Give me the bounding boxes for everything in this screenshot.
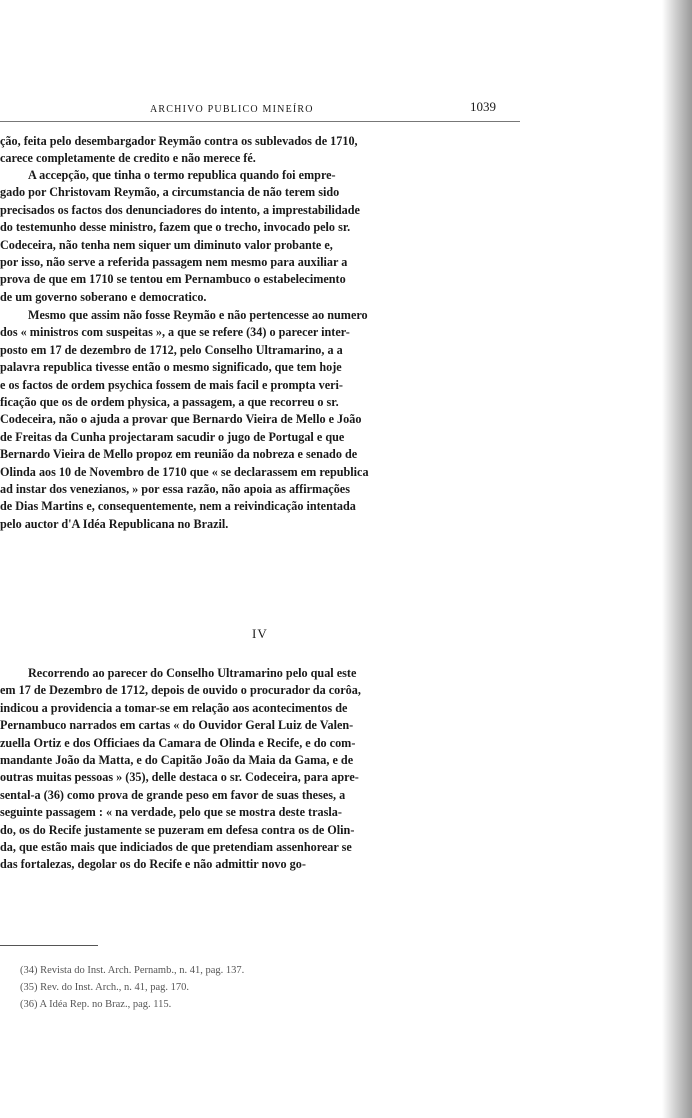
text-line: em 17 de Dezembro de 1712, depois de ouvido o procurador da corôa, xyxy=(0,683,361,698)
text-line: dos « ministros com suspeitas », a que se refere (34) o parecer inter- xyxy=(0,325,350,340)
paragraph-4 xyxy=(0,665,520,874)
text-line: da, que estão mais que indiciados de que pretendiam assenhorear se xyxy=(0,839,352,854)
text-line: Codeceira, não tenha nem siquer um diminuto valor probante e, xyxy=(0,237,333,252)
text-line: Pernambuco narrados em cartas « do Ouvidor Geral Luiz de Valen- xyxy=(0,718,354,733)
page-number: 1039 xyxy=(470,99,496,114)
text-line: do, os do Recife justamente se puzeram em defesa contra os de Olin- xyxy=(0,822,355,837)
text-line: prova de que em 1710 se tentou em Pernambuco o estabelecimento xyxy=(0,272,346,287)
text-line: de Freitas da Cunha projectaram sacudir o jugo de Portugal e que xyxy=(0,429,345,444)
running-head xyxy=(0,96,560,116)
text-line: outras muitas pessoas » (35), delle destaca o sr. Codeceira, para apre- xyxy=(0,770,359,785)
text-line: seguinte passagem : « na verdade, pelo que se mostra deste trasla- xyxy=(0,805,342,820)
text-line: zuella Ortiz e dos Officiaes da Camara de Olinda e Recife, e do com- xyxy=(0,735,356,750)
footnotes xyxy=(20,962,320,1013)
page-edge-shadow xyxy=(662,0,692,1118)
text-line: por isso, não serve a referida passagem nem mesmo para auxiliar a xyxy=(0,254,348,269)
text-line: palavra republica tivesse então o mesmo significado, que tem hoje xyxy=(0,360,342,375)
text-line: mandante João da Matta, e do Capitão João da Maia da Gama, e de xyxy=(0,752,354,767)
text-line: posto em 17 de dezembro de 1712, pelo Conselho Ultramarino, a a xyxy=(0,342,343,357)
text-line: ad instar dos venezianos, » por essa razão, não apoia as affirmações xyxy=(0,481,350,496)
text-line: ção, feita pelo desembargador Reymão contra os sublevados de 1710, xyxy=(0,134,358,148)
header-rule xyxy=(0,121,520,122)
footnote: (34) Revista do Inst. Arch. Pernamb., n. 41, pag. 137. xyxy=(20,965,245,976)
text-line: precisados os factos dos denunciadores do intento, a imprestabilidade xyxy=(0,202,360,217)
text-line: Bernardo Vieira de Mello propoz em reunião da nobreza e senado de xyxy=(0,447,358,462)
footnote-rule xyxy=(0,945,98,946)
text-line: e os factos de ordem psychica fossem de mais facil e prompta veri- xyxy=(0,377,343,392)
text-line: do testemunho desse ministro, fazem que o trecho, invocado pelo sr. xyxy=(0,220,351,235)
text-line: Mesmo que assim não fosse Reymão e não pertencesse ao numero xyxy=(28,308,368,322)
text-line: das fortalezas, degolar os do Recife e não admittir novo go- xyxy=(0,857,306,872)
paragraph-2 xyxy=(0,167,520,306)
text-line: gado por Christovam Reymão, a circumstancia de não terem sido xyxy=(0,185,340,200)
footnote: (36) A Idéa Rep. no Braz., pag. 115. xyxy=(20,999,172,1010)
running-head-title: ARCHIVO PUBLICO MINEÍRO xyxy=(150,104,314,115)
section-number: IV xyxy=(252,626,268,641)
text-line: pelo auctor d'A Idéa Republicana no Brazil. xyxy=(0,516,229,531)
text-line: Olinda aos 10 de Novembro de 1710 que « se declarassem em republica xyxy=(0,464,369,479)
text-line: indicou a providencia a tomar-se em relação aos acontecimentos de xyxy=(0,700,348,715)
paragraph-3 xyxy=(0,307,520,533)
footnote: (35) Rev. do Inst. Arch., n. 41, pag. 170. xyxy=(20,982,190,993)
text-line: ficação que os de ordem physica, a passagem, a que recorreu o sr. xyxy=(0,394,339,409)
text-line: de Dias Martins e, consequentemente, nem a reivindicação intentada xyxy=(0,499,356,514)
text-line: Recorrendo ao parecer do Conselho Ultramarino pelo qual este xyxy=(28,666,357,680)
paragraph-1 xyxy=(0,133,520,168)
text-line: carece completamente de credito e não merece fé. xyxy=(0,151,256,166)
text-line: A accepção, que tinha o termo republica quando foi empre- xyxy=(28,168,336,182)
text-line: Codeceira, não o ajuda a provar que Bernardo Vieira de Mello e João xyxy=(0,412,362,427)
text-line: sental-a (36) como prova de grande peso em favor de suas theses, a xyxy=(0,787,346,802)
text-line: de um governo soberano e democratico. xyxy=(0,289,207,304)
